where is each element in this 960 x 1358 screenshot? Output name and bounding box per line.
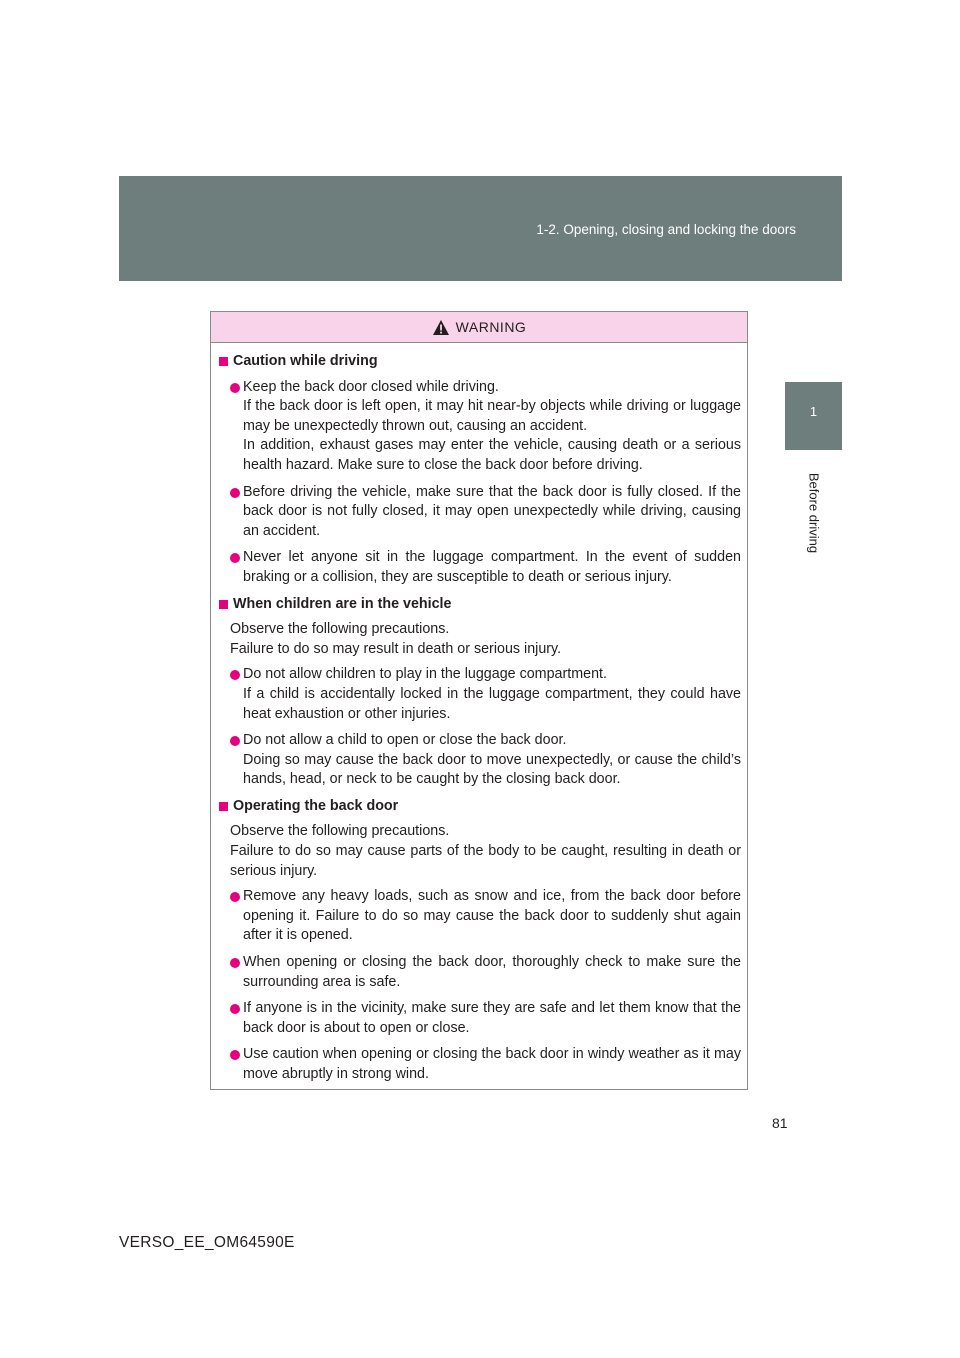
bullet-line: In addition, exhaust gases may enter the vehicle, causing death or a serious health hazard. Make sure to close the back door before driving. bbox=[243, 437, 741, 473]
section-heading bbox=[219, 797, 741, 817]
warning-triangle-icon bbox=[432, 319, 450, 336]
section-intro bbox=[219, 822, 741, 881]
warning-box bbox=[210, 311, 748, 1090]
bullet-text bbox=[243, 887, 741, 946]
section-intro bbox=[219, 620, 741, 659]
bullet-text bbox=[243, 731, 741, 790]
warning-title: WARNING bbox=[455, 319, 527, 335]
warning-body bbox=[211, 343, 747, 1085]
intro-line: Observe the following precautions. bbox=[230, 621, 450, 638]
intro-line: Failure to do so may cause parts of the body to be caught, resulting in death or serious injury. bbox=[230, 843, 741, 879]
intro-line: Observe the following precautions. bbox=[230, 823, 450, 840]
warning-section bbox=[219, 797, 741, 1085]
section-title: 1-2. Opening, closing and locking the doors bbox=[536, 222, 796, 237]
bullet-line: Do not allow a child to open or close the back door. bbox=[243, 732, 567, 749]
bullet-text bbox=[243, 953, 741, 992]
square-bullet-icon bbox=[219, 802, 228, 811]
section-heading bbox=[219, 352, 741, 372]
bullet-item bbox=[219, 887, 741, 946]
bullet-line: Doing so may cause the back door to move unexpectedly, or cause the child’s hands, head, or neck to be caught by the closing back door. bbox=[243, 751, 741, 788]
bullet-line: If a child is accidentally locked in the luggage compartment, they could have heat exhaustion or other injuries. bbox=[243, 685, 741, 722]
bullet-line: Use caution when opening or closing the back door in windy weather as it may move abruptly in strong wind. bbox=[243, 1046, 741, 1082]
circle-bullet-icon bbox=[230, 553, 240, 563]
bullet-line: If anyone is in the vicinity, make sure they are safe and let them know that the back door is about to open or close. bbox=[243, 1000, 741, 1036]
bullet-text bbox=[243, 665, 741, 724]
section-heading bbox=[219, 595, 741, 615]
bullet-item bbox=[219, 548, 741, 587]
circle-bullet-icon bbox=[230, 1050, 240, 1060]
square-bullet-icon bbox=[219, 357, 228, 366]
bullet-text bbox=[243, 378, 741, 476]
warning-section bbox=[219, 352, 741, 588]
section-heading-text: When children are in the vehicle bbox=[233, 595, 452, 612]
section-heading-text: Caution while driving bbox=[233, 353, 378, 369]
page-number: 81 bbox=[772, 1115, 788, 1131]
document-code: VERSO_EE_OM64590E bbox=[119, 1234, 295, 1251]
bullet-item bbox=[219, 1045, 741, 1084]
bullet-item bbox=[219, 483, 741, 542]
circle-bullet-icon bbox=[230, 892, 240, 902]
bullet-text bbox=[243, 1045, 741, 1084]
circle-bullet-icon bbox=[230, 670, 240, 680]
warning-section bbox=[219, 595, 741, 790]
intro-line: Failure to do so may result in death or serious injury. bbox=[230, 640, 562, 657]
warning-header bbox=[211, 312, 747, 343]
circle-bullet-icon bbox=[230, 958, 240, 968]
section-heading-text: Operating the back door bbox=[233, 797, 399, 814]
bullet-item bbox=[219, 665, 741, 724]
bullet-line: If the back door is left open, it may hit near-by objects while driving or luggage may be unexpectedly thrown out, causing an accident. bbox=[243, 398, 741, 434]
circle-bullet-icon bbox=[230, 736, 240, 746]
bullet-text bbox=[243, 999, 741, 1038]
bullet-line: Keep the back door closed while driving. bbox=[243, 378, 499, 395]
bullet-line: When opening or closing the back door, thoroughly check to make sure the surrounding area is safe. bbox=[243, 954, 741, 990]
circle-bullet-icon bbox=[230, 488, 240, 498]
bullet-item bbox=[219, 378, 741, 476]
bullet-line: Do not allow children to play in the luggage compartment. bbox=[243, 666, 607, 683]
bullet-item bbox=[219, 953, 741, 992]
bullet-item bbox=[219, 999, 741, 1038]
header-band bbox=[119, 176, 842, 281]
bullet-line: Remove any heavy loads, such as snow and ice, from the back door before opening it. Failure to do so may cause the back door to suddenly shut again after it is opened. bbox=[243, 888, 741, 944]
bullet-text bbox=[243, 548, 741, 587]
circle-bullet-icon bbox=[230, 1004, 240, 1014]
chapter-tab bbox=[785, 382, 842, 450]
square-bullet-icon bbox=[219, 600, 228, 609]
chapter-number: 1 bbox=[809, 404, 818, 419]
bullet-line: Never let anyone sit in the luggage compartment. In the event of sudden braking or a collision, they are susceptible to death or serious injury. bbox=[243, 549, 741, 585]
circle-bullet-icon bbox=[230, 383, 240, 393]
bullet-line: Before driving the vehicle, make sure that the back door is fully closed. If the back door is not fully closed, it may open unexpectedly while driving, causing an accident. bbox=[243, 483, 741, 539]
chapter-label: Before driving bbox=[806, 472, 821, 554]
chapter-label-container bbox=[785, 458, 842, 568]
bullet-item bbox=[219, 731, 741, 790]
bullet-text bbox=[243, 483, 741, 542]
